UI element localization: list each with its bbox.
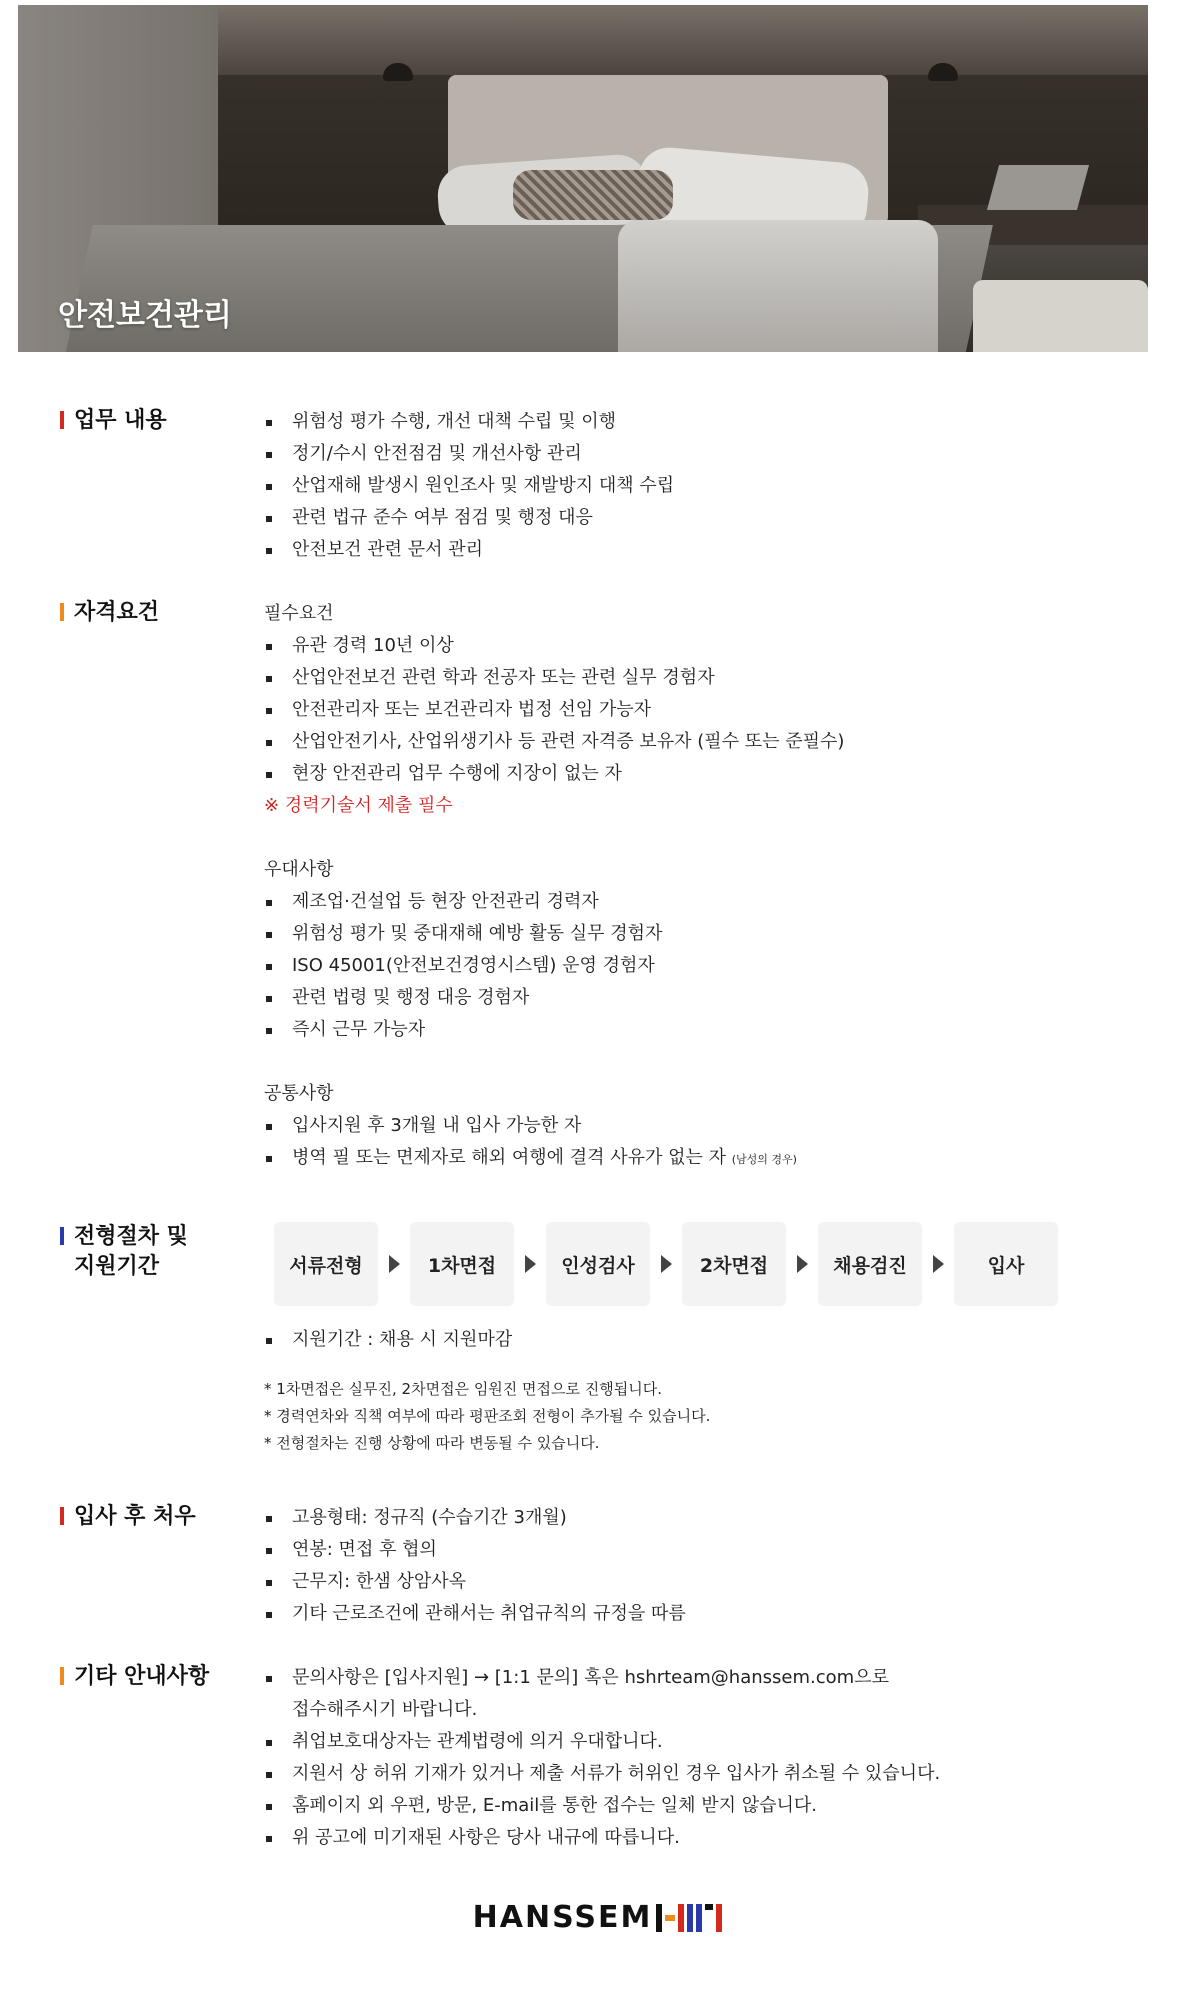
footnote: * 1차면접은 실무진, 2차면접은 임원진 면접으로 진행됩니다.	[264, 1380, 663, 1398]
section-content	[264, 598, 1144, 1176]
list-item: 취업보호대상자는 관계법령에 의거 우대합니다.	[264, 1726, 1144, 1758]
list-item: 위험성 평가 수행, 개선 대책 수립 및 이행	[264, 406, 1144, 438]
step-box: 입사	[954, 1222, 1058, 1306]
list-item-note: (남성의 경우)	[731, 1153, 797, 1166]
list-item	[264, 1142, 1144, 1176]
list-item: 유관 경력 10년 이상	[264, 630, 1144, 662]
step-box: 채용검진	[818, 1222, 922, 1306]
list-item: 홈페이지 외 우편, 방문, E-mail를 통한 접수는 일체 받지 않습니다.	[264, 1790, 1144, 1822]
process-steps	[274, 1222, 1154, 1306]
step-box: 1차면접	[410, 1222, 514, 1306]
hero-stool	[973, 280, 1148, 352]
section-title-text: 기타 안내사항	[74, 1664, 210, 1689]
list-item: 근무지: 한샘 상암사옥	[264, 1566, 1144, 1598]
hero-light-strip	[218, 5, 1148, 75]
section-title	[60, 598, 159, 628]
hero-title: 안전보건관리	[58, 298, 232, 333]
list-item: 지원기간 : 채용 시 지원마감	[264, 1324, 1144, 1356]
process-details	[264, 1324, 1144, 1457]
hero-banner	[18, 5, 1148, 352]
common-list	[264, 1110, 1144, 1176]
section-title-text-2: 지원기간	[74, 1254, 160, 1279]
accent-bar	[60, 1507, 64, 1525]
process-steps-wrap	[274, 1222, 1154, 1306]
list-item: 관련 법령 및 행정 대응 경험자	[264, 982, 1144, 1014]
arrow-right-icon	[650, 1255, 682, 1273]
section-title-text: 입사 후 처우	[74, 1504, 196, 1529]
section-title	[60, 406, 167, 436]
logo-text: HANSSEM	[472, 1900, 653, 1935]
section-title	[60, 1662, 209, 1692]
arrow-right-icon	[514, 1255, 546, 1273]
section-title-text: 자격요건	[74, 600, 160, 625]
benefits-list	[264, 1502, 1144, 1630]
duties-list	[264, 406, 1144, 566]
preferred-list	[264, 886, 1144, 1046]
list-item: 현장 안전관리 업무 수행에 지장이 없는 자	[264, 758, 1144, 790]
step-box: 서류전형	[274, 1222, 378, 1306]
arrow-right-icon	[786, 1255, 818, 1273]
accent-bar	[60, 411, 64, 429]
common-heading: 공통사항	[264, 1083, 334, 1104]
list-item: ISO 45001(안전보건경영시스템) 운영 경험자	[264, 950, 1144, 982]
list-item: 즉시 근무 가능자	[264, 1014, 1144, 1046]
accent-bar	[60, 1667, 64, 1685]
list-item: 제조업·건설업 등 현장 안전관리 경력자	[264, 886, 1144, 918]
required-heading: 필수요건	[264, 603, 334, 624]
arrow-right-icon	[378, 1255, 410, 1273]
step-box: 인성검사	[546, 1222, 650, 1306]
list-item: 기타 근로조건에 관해서는 취업규칙의 규정을 따름	[264, 1598, 1144, 1630]
list-item: 산업안전보건 관련 학과 전공자 또는 관련 실무 경험자	[264, 662, 1144, 694]
etc-list	[264, 1662, 1144, 1694]
logo-mark-icon	[656, 1904, 722, 1932]
footnote: * 경력연차와 직책 여부에 따라 평판조회 전형이 추가될 수 있습니다.	[264, 1407, 711, 1425]
section-content	[264, 1502, 1144, 1630]
section-title-text: 업무 내용	[74, 408, 167, 433]
list-item: 위험성 평가 및 중대재해 예방 활동 실무 경험자	[264, 918, 1144, 950]
list-item-text: 병역 필 또는 면제자로 해외 여행에 결격 사유가 없는 자	[292, 1147, 727, 1168]
laptop-icon	[987, 165, 1089, 210]
accent-bar	[60, 603, 64, 621]
section-title	[60, 1222, 188, 1282]
required-list	[264, 630, 1144, 790]
accent-bar	[60, 1227, 64, 1245]
list-item: 연봉: 면접 후 협의	[264, 1534, 1144, 1566]
preferred-heading: 우대사항	[264, 859, 334, 880]
list-item: 정기/수시 안전점검 및 개선사항 관리	[264, 438, 1144, 470]
section-content	[264, 406, 1144, 566]
section-title	[60, 1502, 196, 1532]
list-item: 위 공고에 미기재된 사항은 당사 내규에 따릅니다.	[264, 1822, 1144, 1854]
arrow-right-icon	[922, 1255, 954, 1273]
list-item: 안전보건 관련 문서 관리	[264, 534, 1144, 566]
list-item: 관련 법규 준수 여부 점검 및 행정 대응	[264, 502, 1144, 534]
list-item: 지원서 상 허위 기재가 있거나 제출 서류가 허위인 경우 입사가 취소될 수 있습니다.	[264, 1758, 1144, 1790]
list-item: 안전관리자 또는 보건관리자 법정 선임 가능자	[264, 694, 1144, 726]
period-list	[264, 1324, 1144, 1356]
step-box: 2차면접	[682, 1222, 786, 1306]
required-note: ※ 경력기술서 제출 필수	[264, 795, 453, 816]
section-content	[264, 1662, 1144, 1854]
section-title-text: 전형절차 및	[74, 1224, 188, 1249]
hanssem-logo	[0, 1900, 1195, 1935]
process-notes	[264, 1376, 1144, 1457]
hero-duvet	[618, 220, 938, 352]
list-item-continuation: 접수해주시기 바랍니다.	[292, 1699, 478, 1720]
list-item: 문의사항은 [입사지원] → [1:1 문의] 혹은 hshrteam@hanssem.com으로	[264, 1662, 1144, 1694]
list-item: 고용형태: 정규직 (수습기간 3개월)	[264, 1502, 1144, 1534]
footnote: * 전형절차는 진행 상황에 따라 변동될 수 있습니다.	[264, 1434, 600, 1452]
etc-list-2	[264, 1726, 1144, 1854]
list-item: 산업재해 발생시 원인조사 및 재발방지 대책 수립	[264, 470, 1144, 502]
hero-cushion	[513, 170, 673, 220]
list-item: 입사지원 후 3개월 내 입사 가능한 자	[264, 1110, 1144, 1142]
list-item: 산업안전기사, 산업위생기사 등 관련 자격증 보유자 (필수 또는 준필수)	[264, 726, 1144, 758]
